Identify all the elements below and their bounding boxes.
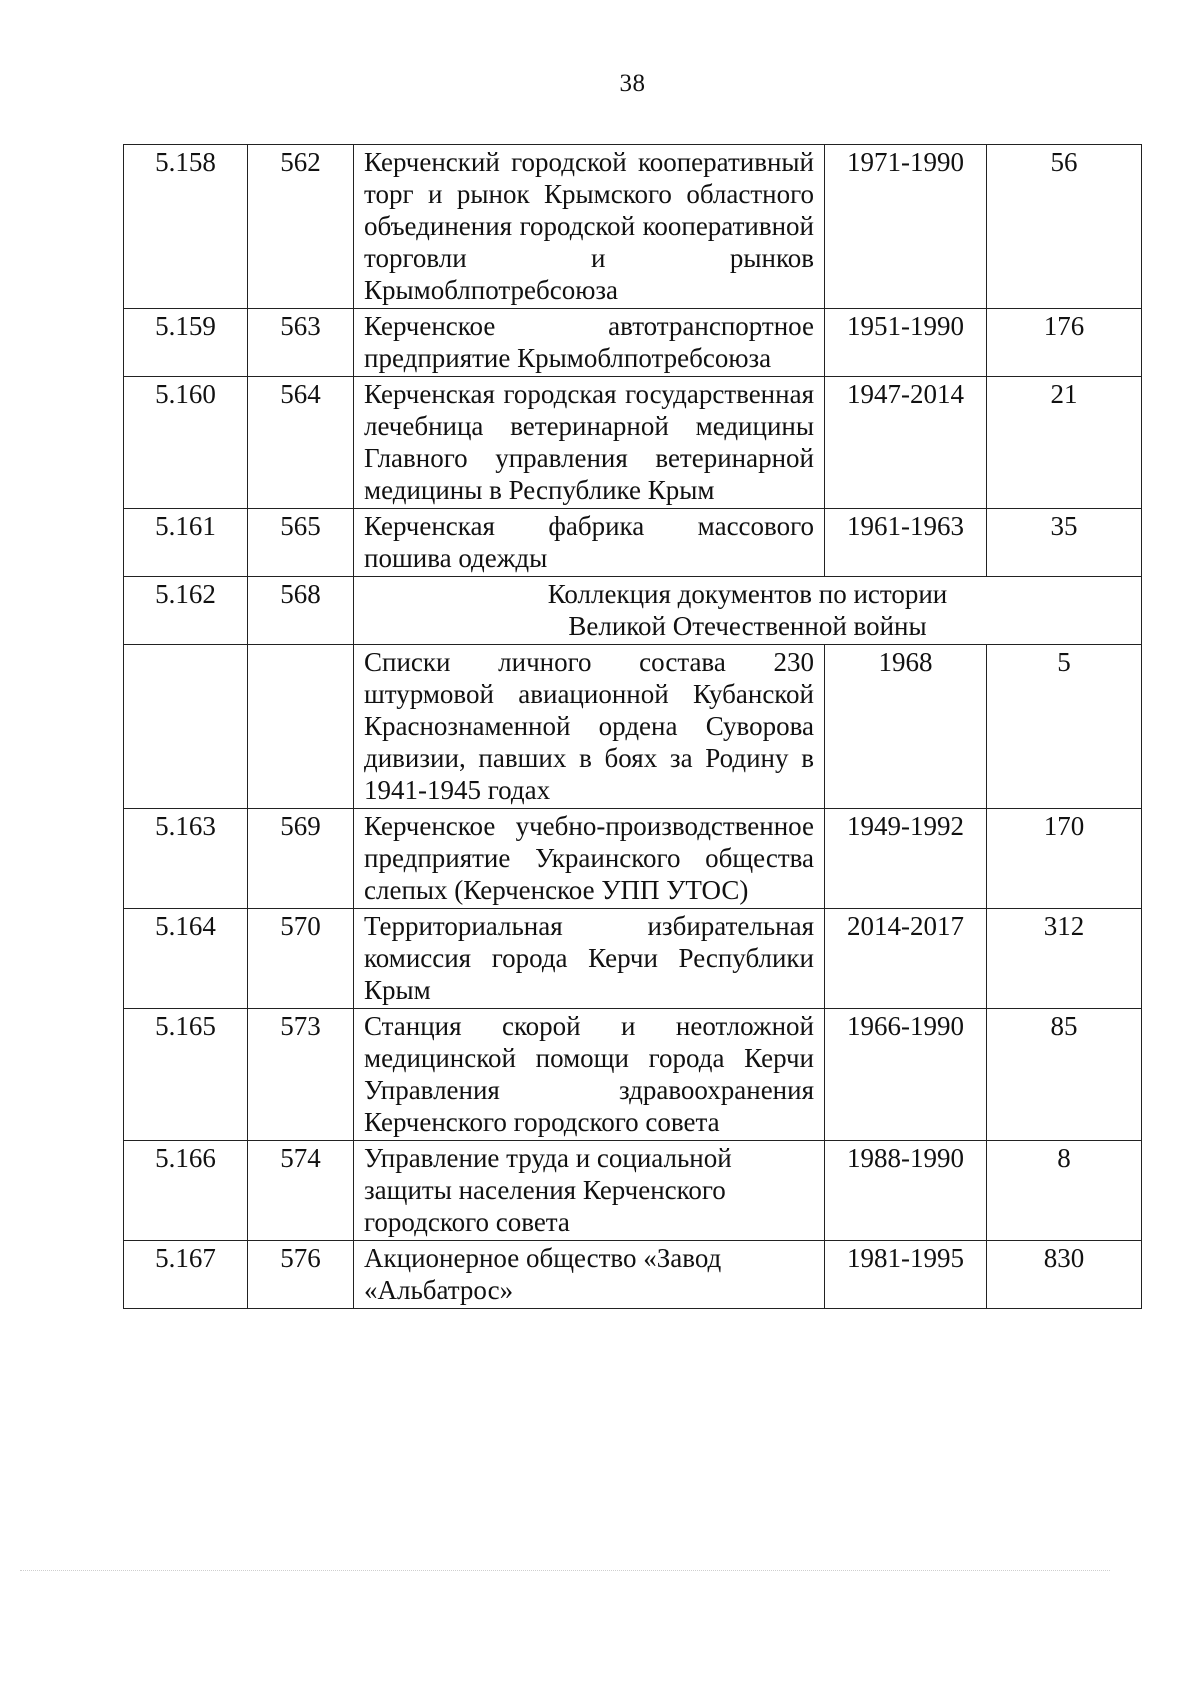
fund-name: Керченская фабрика массового пошива одежды bbox=[354, 509, 825, 577]
row-number: 5.162 bbox=[124, 577, 248, 645]
collection-title-line: Великой Отечественной войны bbox=[568, 611, 927, 641]
file-count: 85 bbox=[987, 1009, 1142, 1141]
table-row bbox=[124, 1009, 1142, 1141]
scan-artifact-line bbox=[20, 1570, 1110, 1571]
fund-number: 564 bbox=[248, 377, 354, 509]
table-row bbox=[124, 1241, 1142, 1309]
row-number: 5.164 bbox=[124, 909, 248, 1009]
collection-title bbox=[354, 577, 1142, 645]
row-number: 5.163 bbox=[124, 809, 248, 909]
file-count: 830 bbox=[987, 1241, 1142, 1309]
date-range: 1981-1995 bbox=[825, 1241, 987, 1309]
fund-number: 562 bbox=[248, 145, 354, 309]
file-count: 8 bbox=[987, 1141, 1142, 1241]
collection-header-row bbox=[124, 577, 1142, 645]
date-range: 1968 bbox=[825, 645, 987, 809]
fund-name: Керченское автотранспортное предприятие Крымоблпотребсоюза bbox=[354, 309, 825, 377]
date-range: 1966-1990 bbox=[825, 1009, 987, 1141]
fund-name: Керченский городской кооперативный торг и рынок Крымского областного объединения городской кооперативной торговли и рынков Крымоблпотребсоюза bbox=[354, 145, 825, 309]
date-range: 1951-1990 bbox=[825, 309, 987, 377]
file-count: 21 bbox=[987, 377, 1142, 509]
date-range: 2014-2017 bbox=[825, 909, 987, 1009]
row-number: 5.160 bbox=[124, 377, 248, 509]
fund-number: 563 bbox=[248, 309, 354, 377]
table-row bbox=[124, 909, 1142, 1009]
row-number: 5.166 bbox=[124, 1141, 248, 1241]
table-row bbox=[124, 377, 1142, 509]
row-number: 5.159 bbox=[124, 309, 248, 377]
row-number: 5.158 bbox=[124, 145, 248, 309]
file-count: 312 bbox=[987, 909, 1142, 1009]
file-count: 35 bbox=[987, 509, 1142, 577]
page-number: 38 bbox=[619, 70, 646, 97]
date-range: 1971-1990 bbox=[825, 145, 987, 309]
table-row bbox=[124, 645, 1142, 809]
collection-title-line: Коллекция документов по истории bbox=[547, 579, 948, 609]
fund-number: 573 bbox=[248, 1009, 354, 1141]
fund-number: 565 bbox=[248, 509, 354, 577]
table-row bbox=[124, 309, 1142, 377]
fund-name: Территориальная избирательная комиссия города Керчи Республики Крым bbox=[354, 909, 825, 1009]
fund-number: 576 bbox=[248, 1241, 354, 1309]
date-range: 1947-2014 bbox=[825, 377, 987, 509]
fund-number-empty bbox=[248, 645, 354, 809]
date-range: 1988-1990 bbox=[825, 1141, 987, 1241]
table-row bbox=[124, 1141, 1142, 1241]
date-range: 1961-1963 bbox=[825, 509, 987, 577]
file-count: 5 bbox=[987, 645, 1142, 809]
table-row bbox=[124, 809, 1142, 909]
fund-name: Керченское учебно-производственное предприятие Украинского общества слепых (Керченское УПП УТОС) bbox=[354, 809, 825, 909]
table-row bbox=[124, 145, 1142, 309]
table-row bbox=[124, 509, 1142, 577]
file-count: 176 bbox=[987, 309, 1142, 377]
row-number: 5.165 bbox=[124, 1009, 248, 1141]
fund-number: 569 bbox=[248, 809, 354, 909]
fund-number: 570 bbox=[248, 909, 354, 1009]
file-count: 170 bbox=[987, 809, 1142, 909]
fund-name: Станция скорой и неотложной медицинской помощи города Керчи Управления здравоохранения Керченского городского совета bbox=[354, 1009, 825, 1141]
fund-name: Акционерное общество «Завод «Альбатрос» bbox=[354, 1241, 825, 1309]
row-number: 5.167 bbox=[124, 1241, 248, 1309]
fund-name: Списки личного состава 230 штурмовой авиационной Кубанской Краснознаменной ордена Суворова дивизии, павших в боях за Родину в 1941-1945 годах bbox=[354, 645, 825, 809]
fund-registry-table bbox=[123, 144, 1142, 1309]
date-range: 1949-1992 bbox=[825, 809, 987, 909]
fund-number: 574 bbox=[248, 1141, 354, 1241]
file-count: 56 bbox=[987, 145, 1142, 309]
row-number: 5.161 bbox=[124, 509, 248, 577]
row-number-empty bbox=[124, 645, 248, 809]
fund-name: Управление труда и социальной защиты населения Керченского городского совета bbox=[354, 1141, 825, 1241]
fund-name: Керченская городская государственная лечебница ветеринарной медицины Главного управления ветеринарной медицины в Республике Крым bbox=[354, 377, 825, 509]
fund-number: 568 bbox=[248, 577, 354, 645]
